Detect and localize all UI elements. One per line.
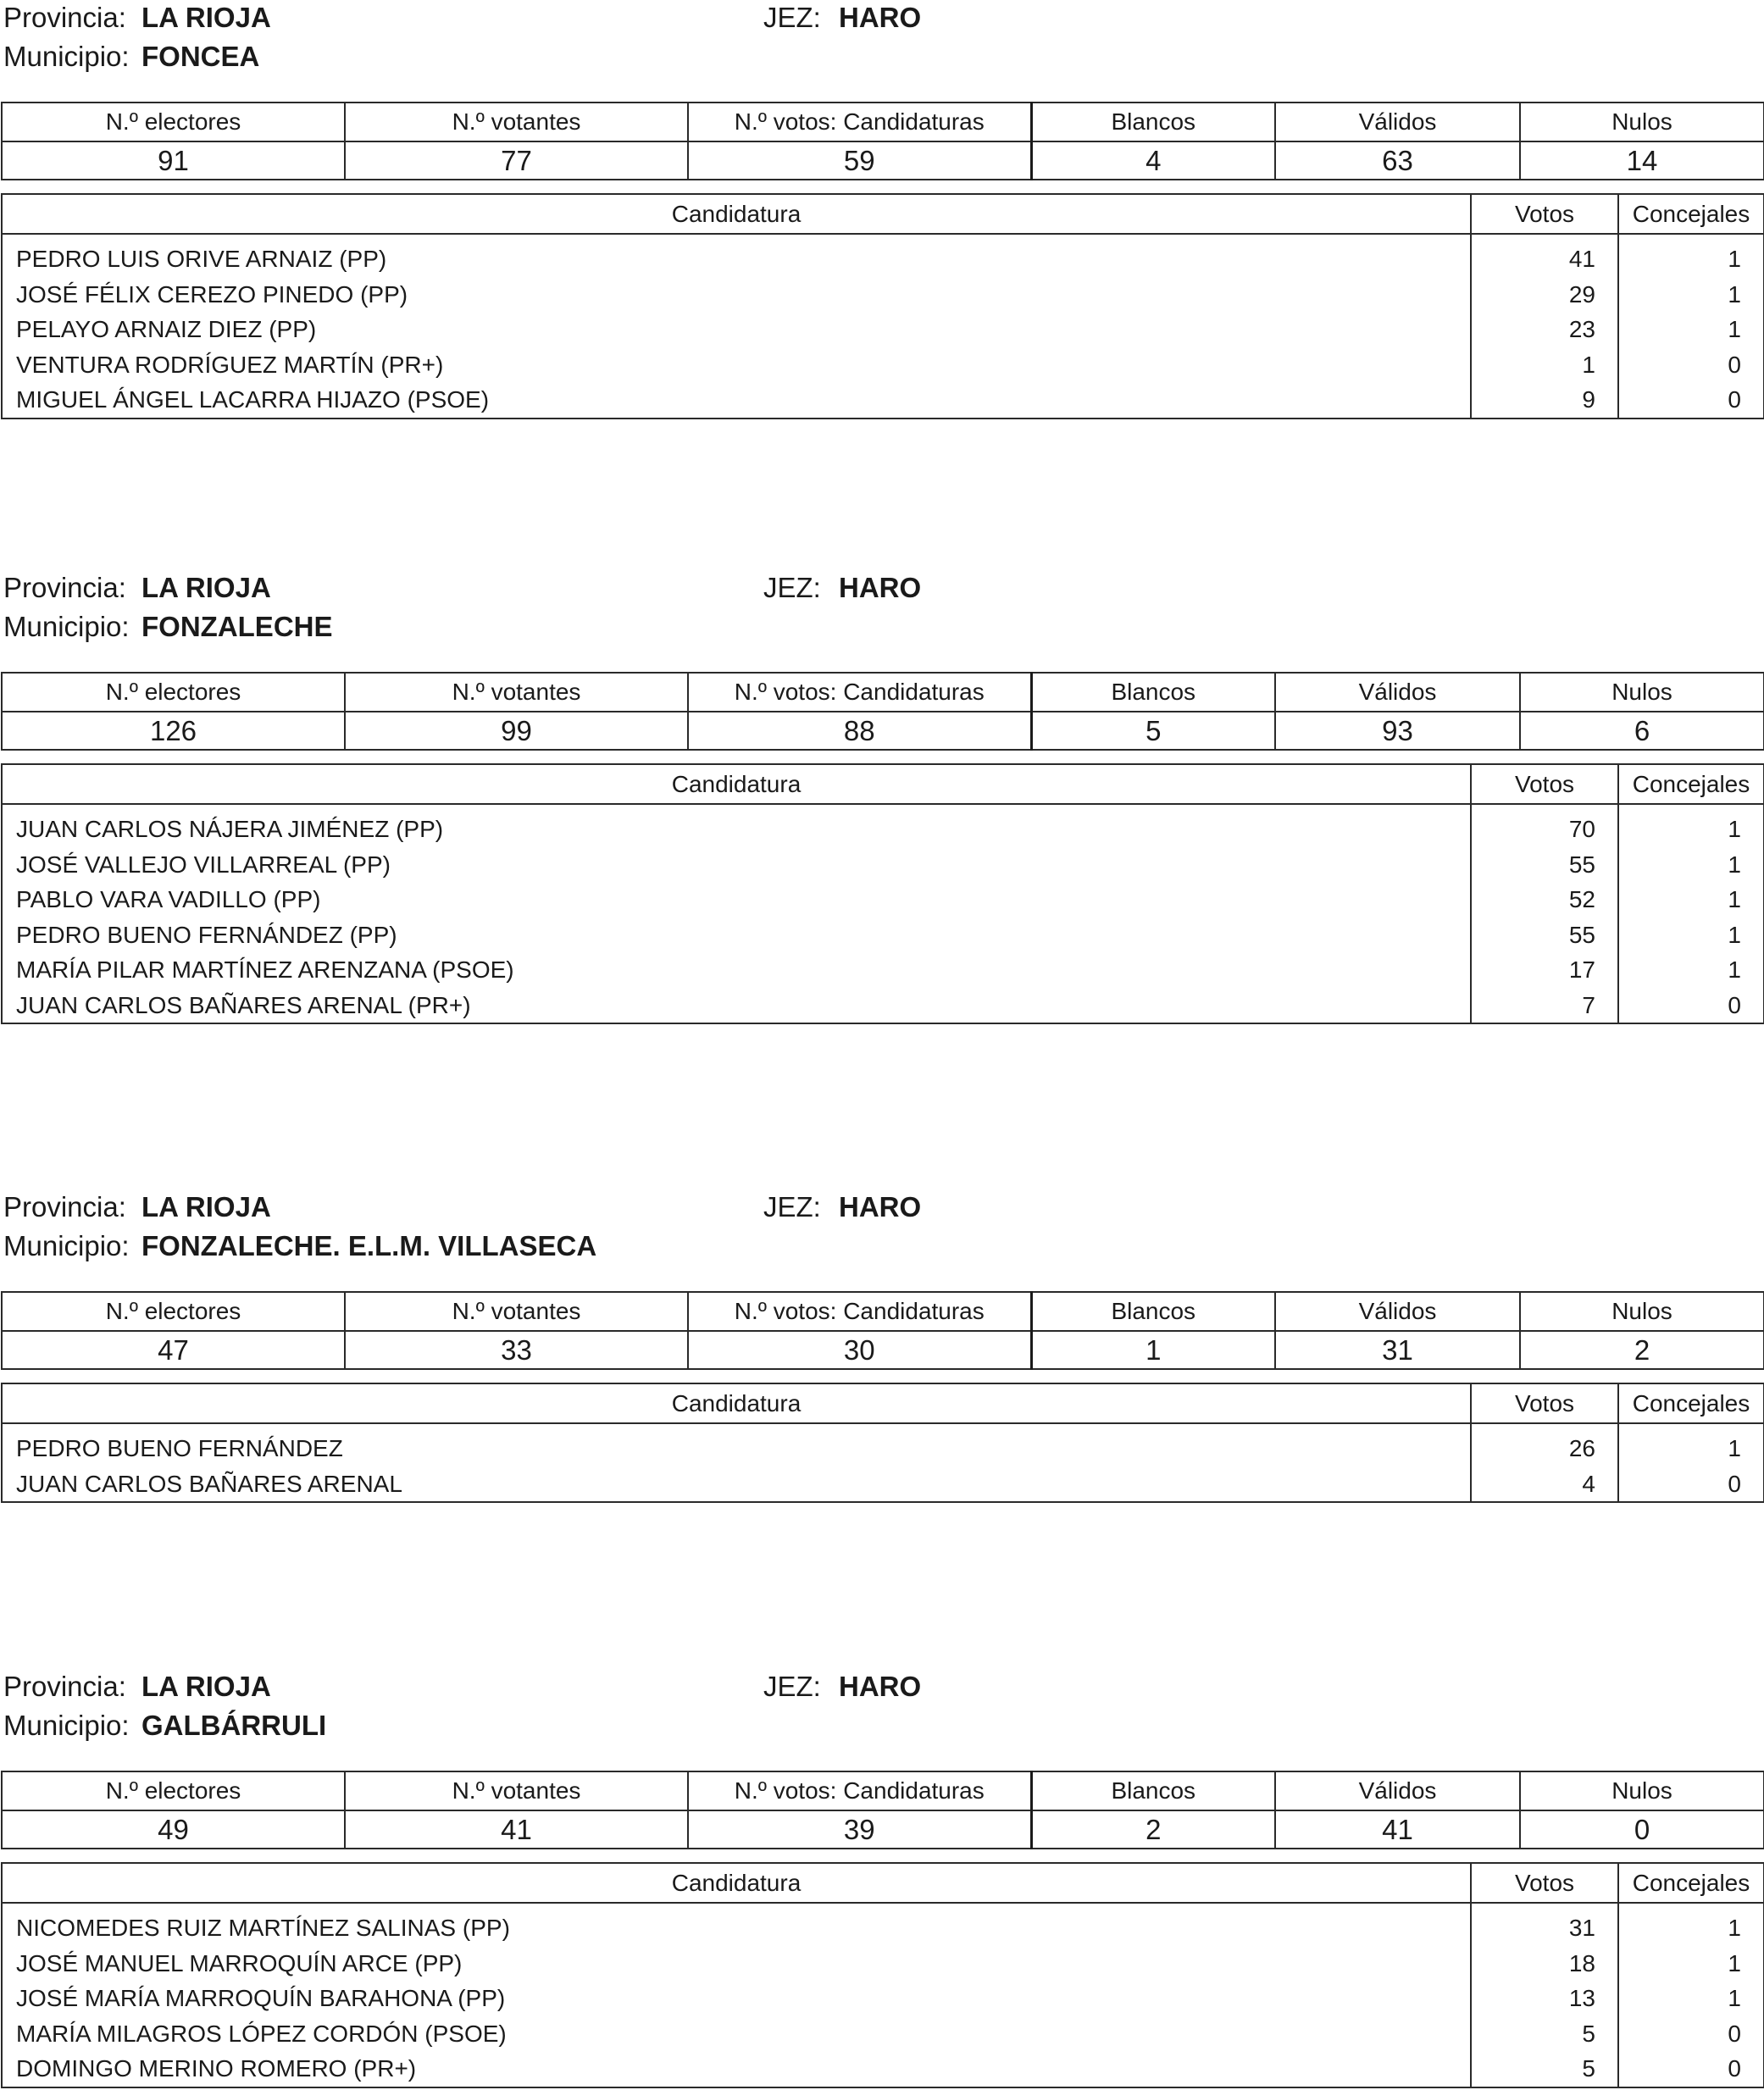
candidate-votos-cell — [1471, 1903, 1618, 2087]
candidate-concejales-cell — [1618, 234, 1764, 419]
candidate-name: PELAYO ARNAIZ DIEZ (PP) — [16, 316, 317, 342]
electores-value: 91 — [2, 141, 345, 180]
candidate-concejales: 1 — [1728, 1985, 1741, 2011]
candidate-concejales: 1 — [1728, 280, 1741, 308]
candidate-votos: 55 — [1568, 851, 1595, 878]
validos-header: Válidos — [1275, 1771, 1520, 1810]
votantes-value: 33 — [345, 1331, 688, 1369]
jez-row — [763, 1190, 922, 1224]
blancos-header: Blancos — [1031, 673, 1275, 712]
concejales-header: Concejales — [1618, 1383, 1764, 1423]
candidate-names-cell — [2, 1423, 1471, 1502]
candidate-concejales: 0 — [1728, 1470, 1741, 1497]
votantes-header: N.º votantes — [345, 103, 688, 141]
votos-header: Votos — [1471, 1863, 1618, 1903]
candidate-votos: 4 — [1582, 1470, 1595, 1497]
provincia-label: Provincia: — [3, 1671, 126, 1702]
candidate-name: JUAN CARLOS NÁJERA JIMÉNEZ (PP) — [16, 816, 444, 842]
candidate-name: PEDRO BUENO FERNÁNDEZ (PP) — [16, 921, 397, 948]
provincia-row — [3, 571, 271, 605]
candidate-name: MARÍA PILAR MARTÍNEZ ARENZANA (PSOE) — [16, 956, 514, 983]
votos-header: Votos — [1471, 764, 1618, 804]
candidate-votos: 9 — [1582, 386, 1595, 413]
blancos-value: 2 — [1031, 1810, 1275, 1849]
candidate-concejales: 1 — [1728, 956, 1741, 983]
provincia-row — [3, 1670, 271, 1704]
votantes-header: N.º votantes — [345, 1771, 688, 1810]
candidate-votos: 7 — [1582, 991, 1595, 1018]
stats-table — [1, 1291, 1764, 1370]
stats-table — [1, 672, 1764, 751]
candidate-concejales: 1 — [1728, 316, 1741, 342]
provincia-row — [3, 1190, 271, 1224]
provincia-label: Provincia: — [3, 1191, 126, 1222]
candidate-name: JOSÉ MANUEL MARROQUÍN ARCE (PP) — [16, 1949, 463, 1976]
candidate-votos: 29 — [1568, 280, 1595, 308]
candidate-names-cell — [2, 804, 1471, 1023]
municipio-value: GALBÁRRULI — [141, 1710, 327, 1741]
provincia-value: LA RIOJA — [141, 572, 271, 603]
jez-label: JEZ: — [763, 1191, 821, 1222]
nulos-value: 2 — [1520, 1331, 1764, 1369]
candidate-votos: 1 — [1582, 351, 1595, 378]
candidate-votos: 23 — [1568, 316, 1595, 342]
candidate-name: JUAN CARLOS BAÑARES ARENAL (PR+) — [16, 991, 471, 1018]
candidatura-header: Candidatura — [2, 1383, 1471, 1423]
votantes-value: 99 — [345, 712, 688, 750]
municipio-label: Municipio: — [3, 1710, 130, 1741]
votos-candidaturas-value: 39 — [688, 1810, 1031, 1849]
jez-label: JEZ: — [763, 1671, 821, 1702]
jez-row — [763, 1, 922, 35]
blancos-header: Blancos — [1031, 1292, 1275, 1331]
candidates-table — [1, 763, 1764, 1024]
jez-label: JEZ: — [763, 572, 821, 603]
provincia-value: LA RIOJA — [141, 2, 271, 33]
candidate-votos-cell — [1471, 234, 1618, 419]
electores-header: N.º electores — [2, 1292, 345, 1331]
jez-row — [763, 1670, 922, 1704]
jez-value: HARO — [839, 1671, 922, 1702]
candidatura-header: Candidatura — [2, 194, 1471, 234]
candidate-votos: 70 — [1568, 816, 1595, 842]
candidate-name: PABLO VARA VADILLO (PP) — [16, 886, 321, 912]
candidate-concejales: 0 — [1728, 991, 1741, 1018]
nulos-value: 0 — [1520, 1810, 1764, 1849]
candidate-concejales: 1 — [1728, 851, 1741, 878]
candidate-name: PEDRO LUIS ORIVE ARNAIZ (PP) — [16, 246, 387, 272]
votos-candidaturas-header: N.º votos: Candidaturas — [688, 1292, 1031, 1331]
candidate-concejales: 1 — [1728, 1435, 1741, 1461]
municipio-label: Municipio: — [3, 41, 130, 72]
validos-header: Válidos — [1275, 103, 1520, 141]
candidate-concejales-cell — [1618, 1423, 1764, 1502]
votos-header: Votos — [1471, 1383, 1618, 1423]
validos-header: Válidos — [1275, 1292, 1520, 1331]
blancos-header: Blancos — [1031, 103, 1275, 141]
candidatura-header: Candidatura — [2, 764, 1471, 804]
municipio-value: FONCEA — [141, 41, 260, 72]
candidate-votos: 26 — [1568, 1435, 1595, 1461]
candidate-names-cell — [2, 234, 1471, 419]
municipio-row — [3, 40, 260, 74]
jez-row — [763, 571, 922, 605]
candidate-concejales: 0 — [1728, 386, 1741, 413]
candidate-name: MARÍA MILAGROS LÓPEZ CORDÓN (PSOE) — [16, 2020, 507, 2047]
concejales-header: Concejales — [1618, 1863, 1764, 1903]
candidate-name: PEDRO BUENO FERNÁNDEZ — [16, 1435, 343, 1461]
candidate-name: JOSÉ MARÍA MARROQUÍN BARAHONA (PP) — [16, 1985, 506, 2011]
candidate-votos-cell — [1471, 804, 1618, 1023]
nulos-value: 6 — [1520, 712, 1764, 750]
candidate-name: JUAN CARLOS BAÑARES ARENAL — [16, 1470, 402, 1497]
provincia-value: LA RIOJA — [141, 1191, 271, 1222]
votantes-value: 77 — [345, 141, 688, 180]
votos-candidaturas-value: 30 — [688, 1331, 1031, 1369]
jez-value: HARO — [839, 572, 922, 603]
candidate-concejales: 0 — [1728, 2020, 1741, 2047]
nulos-header: Nulos — [1520, 1771, 1764, 1810]
concejales-header: Concejales — [1618, 764, 1764, 804]
candidate-votos: 5 — [1582, 2055, 1595, 2082]
candidate-concejales: 1 — [1728, 886, 1741, 912]
municipio-row — [3, 1229, 597, 1263]
validos-value: 63 — [1275, 141, 1520, 180]
candidate-votos: 13 — [1568, 1985, 1595, 2011]
electores-header: N.º electores — [2, 103, 345, 141]
candidate-concejales-cell — [1618, 804, 1764, 1023]
stats-table — [1, 1771, 1764, 1849]
candidate-name: DOMINGO MERINO ROMERO (PR+) — [16, 2055, 417, 2082]
provincia-row — [3, 1, 271, 35]
candidate-concejales: 0 — [1728, 351, 1741, 378]
candidate-names-cell — [2, 1903, 1471, 2087]
votos-candidaturas-header: N.º votos: Candidaturas — [688, 103, 1031, 141]
provincia-label: Provincia: — [3, 2, 126, 33]
candidate-votos: 55 — [1568, 921, 1595, 948]
electores-value: 47 — [2, 1331, 345, 1369]
candidates-table — [1, 1862, 1764, 2088]
blancos-value: 1 — [1031, 1331, 1275, 1369]
candidate-votos: 31 — [1568, 1915, 1595, 1941]
municipio-value: FONZALECHE. E.L.M. VILLASECA — [141, 1230, 597, 1261]
jez-value: HARO — [839, 1191, 922, 1222]
candidate-votos-cell — [1471, 1423, 1618, 1502]
candidate-name: JOSÉ FÉLIX CEREZO PINEDO (PP) — [16, 280, 408, 308]
candidate-votos: 18 — [1568, 1949, 1595, 1976]
candidate-name: NICOMEDES RUIZ MARTÍNEZ SALINAS (PP) — [16, 1915, 510, 1941]
candidate-name: MIGUEL ÁNGEL LACARRA HIJAZO (PSOE) — [16, 386, 490, 413]
votos-candidaturas-value: 59 — [688, 141, 1031, 180]
candidates-table — [1, 193, 1764, 419]
candidate-concejales-cell — [1618, 1903, 1764, 2087]
votos-candidaturas-value: 88 — [688, 712, 1031, 750]
candidate-votos: 17 — [1568, 956, 1595, 983]
municipio-label: Municipio: — [3, 611, 130, 642]
jez-value: HARO — [839, 2, 922, 33]
blancos-header: Blancos — [1031, 1771, 1275, 1810]
candidates-table — [1, 1383, 1764, 1503]
municipio-row — [3, 610, 333, 644]
nulos-header: Nulos — [1520, 673, 1764, 712]
votos-candidaturas-header: N.º votos: Candidaturas — [688, 1771, 1031, 1810]
blancos-value: 5 — [1031, 712, 1275, 750]
nulos-header: Nulos — [1520, 103, 1764, 141]
municipio-value: FONZALECHE — [141, 611, 333, 642]
blancos-value: 4 — [1031, 141, 1275, 180]
candidate-votos: 41 — [1568, 246, 1595, 272]
candidate-concejales: 0 — [1728, 2055, 1741, 2082]
electores-header: N.º electores — [2, 673, 345, 712]
municipio-label: Municipio: — [3, 1230, 130, 1261]
candidate-votos: 5 — [1582, 2020, 1595, 2047]
provincia-label: Provincia: — [3, 572, 126, 603]
stats-table — [1, 102, 1764, 180]
candidatura-header: Candidatura — [2, 1863, 1471, 1903]
candidate-concejales: 1 — [1728, 1949, 1741, 1976]
nulos-value: 14 — [1520, 141, 1764, 180]
validos-value: 41 — [1275, 1810, 1520, 1849]
votantes-header: N.º votantes — [345, 1292, 688, 1331]
electores-header: N.º electores — [2, 1771, 345, 1810]
electores-value: 49 — [2, 1810, 345, 1849]
votos-header: Votos — [1471, 194, 1618, 234]
electores-value: 126 — [2, 712, 345, 750]
candidate-name: JOSÉ VALLEJO VILLARREAL (PP) — [16, 851, 391, 878]
validos-value: 93 — [1275, 712, 1520, 750]
votos-candidaturas-header: N.º votos: Candidaturas — [688, 673, 1031, 712]
votantes-value: 41 — [345, 1810, 688, 1849]
candidate-concejales: 1 — [1728, 246, 1741, 272]
votantes-header: N.º votantes — [345, 673, 688, 712]
candidate-concejales: 1 — [1728, 1915, 1741, 1941]
nulos-header: Nulos — [1520, 1292, 1764, 1331]
candidate-concejales: 1 — [1728, 921, 1741, 948]
candidate-concejales: 1 — [1728, 816, 1741, 842]
candidate-votos: 52 — [1568, 886, 1595, 912]
jez-label: JEZ: — [763, 2, 821, 33]
concejales-header: Concejales — [1618, 194, 1764, 234]
validos-value: 31 — [1275, 1331, 1520, 1369]
candidate-name: VENTURA RODRÍGUEZ MARTÍN (PR+) — [16, 351, 444, 378]
municipio-row — [3, 1709, 327, 1743]
validos-header: Válidos — [1275, 673, 1520, 712]
provincia-value: LA RIOJA — [141, 1671, 271, 1702]
